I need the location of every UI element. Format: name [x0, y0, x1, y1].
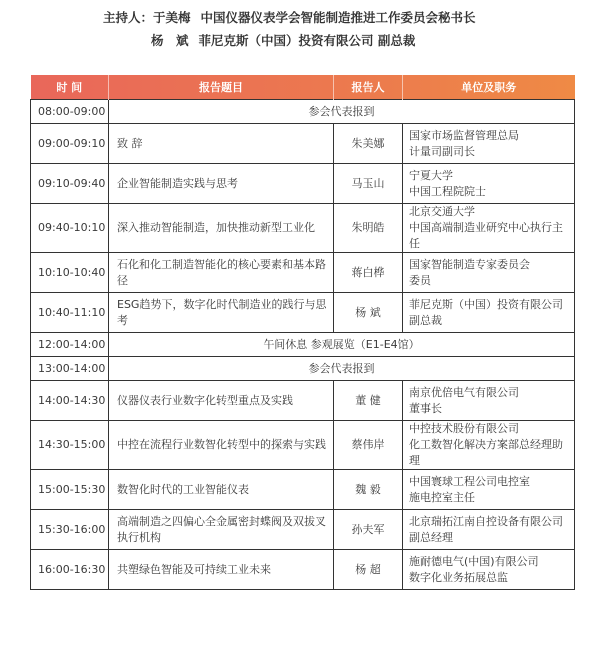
org-line: 施电控室主任 — [409, 490, 475, 504]
time-cell: 09:40-10:10 — [31, 204, 109, 253]
speaker-cell: 蔡伟岸 — [334, 421, 403, 470]
time-cell: 12:00-14:00 — [31, 333, 109, 357]
speaker-cell: 孙夫军 — [334, 510, 403, 550]
org-line: 中国工程院院士 — [409, 184, 486, 198]
org-line: 副总经理 — [409, 530, 453, 544]
speaker-cell: 朱明皓 — [334, 204, 403, 253]
topic-cell: 中控在流程行业数智化转型中的探索与实践 — [109, 421, 334, 470]
topic-cell: 数智化时代的工业智能仪表 — [109, 470, 334, 510]
table-row — [31, 357, 575, 381]
org-line: 计量司副司长 — [409, 144, 475, 158]
topic-cell: ESG趋势下，数字化时代制造业的践行与思考 — [109, 293, 334, 333]
table-row — [31, 164, 575, 204]
time-cell: 13:00-14:00 — [31, 357, 109, 381]
org-line: 数字化业务拓展总监 — [409, 570, 508, 584]
org-line: 中国高端制造业研究中心执行主任 — [409, 221, 563, 250]
org-cell — [403, 124, 575, 164]
table-row — [31, 293, 575, 333]
org-line: 董事长 — [409, 401, 442, 415]
time-cell: 15:00-15:30 — [31, 470, 109, 510]
time-cell: 15:30-16:00 — [31, 510, 109, 550]
header-topic: 报告题目 — [109, 75, 334, 100]
speaker-cell: 朱美娜 — [334, 124, 403, 164]
host-title: 中国仪器仪表学会智能制造推进工作委员会秘书长 — [200, 10, 476, 25]
topic-cell: 仪器仪表行业数字化转型重点及实践 — [109, 381, 334, 421]
session-note-cell: 参会代表报到 — [109, 100, 575, 124]
table-header-row — [31, 75, 575, 100]
org-line: 施耐德电气(中国)有限公司 — [409, 554, 539, 568]
host-line-2 — [151, 31, 415, 49]
table-row — [31, 253, 575, 293]
session-note-cell: 参会代表报到 — [109, 357, 575, 381]
org-cell — [403, 293, 575, 333]
time-cell: 14:30-15:00 — [31, 421, 109, 470]
host-title: 菲尼克斯（中国）投资有限公司 副总裁 — [198, 33, 416, 48]
hosts-section — [0, 0, 609, 70]
table-row — [31, 510, 575, 550]
host-name: 杨 斌 — [151, 33, 189, 48]
agenda-table — [30, 75, 575, 590]
speaker-cell: 董 健 — [334, 381, 403, 421]
table-row — [31, 124, 575, 164]
speaker-cell: 杨 超 — [334, 550, 403, 590]
topic-cell: 致 辞 — [109, 124, 334, 164]
table-row — [31, 204, 575, 253]
table-row — [31, 470, 575, 510]
org-line: 南京优倍电气有限公司 — [409, 385, 519, 399]
time-cell: 14:00-14:30 — [31, 381, 109, 421]
org-line: 宁夏大学 — [409, 168, 453, 182]
topic-cell: 深入推动智能制造，加快推动新型工业化 — [109, 204, 334, 253]
host-label: 主持人： — [103, 10, 154, 25]
header-speaker: 报告人 — [334, 75, 403, 100]
table-row — [31, 550, 575, 590]
session-note-cell: 午间休息 参观展览（E1-E4馆） — [109, 333, 575, 357]
org-cell — [403, 510, 575, 550]
time-cell: 10:40-11:10 — [31, 293, 109, 333]
org-line: 委员 — [409, 273, 431, 287]
org-line: 国家市场监督管理总局 — [409, 128, 519, 142]
table-row — [31, 100, 575, 124]
org-cell — [403, 164, 575, 204]
org-cell — [403, 470, 575, 510]
topic-cell: 高端制造之四偏心全金属密封蝶阀及双拔叉执行机构 — [109, 510, 334, 550]
org-line: 中控技术股份有限公司 — [409, 422, 519, 435]
org-cell — [403, 204, 575, 253]
org-line: 中国寰球工程公司电控室 — [409, 474, 530, 488]
topic-cell: 企业智能制造实践与思考 — [109, 164, 334, 204]
time-cell: 16:00-16:30 — [31, 550, 109, 590]
host-name: 于美梅 — [153, 10, 191, 25]
time-cell: 09:00-09:10 — [31, 124, 109, 164]
speaker-cell: 杨 斌 — [334, 293, 403, 333]
topic-cell: 石化和化工制造智能化的核心要素和基本路径 — [109, 253, 334, 293]
org-line: 北京瑞拓江南自控设备有限公司 — [409, 514, 563, 528]
org-line: 菲尼克斯（中国）投资有限公司 — [409, 297, 563, 311]
org-line: 北京交通大学 — [409, 205, 475, 218]
table-row — [31, 421, 575, 470]
org-line: 副总裁 — [409, 313, 442, 327]
time-cell: 09:10-09:40 — [31, 164, 109, 204]
speaker-cell: 马玉山 — [334, 164, 403, 204]
table-row — [31, 381, 575, 421]
topic-cell: 共塑绿色智能及可持续工业未来 — [109, 550, 334, 590]
speaker-cell: 魏 毅 — [334, 470, 403, 510]
org-cell — [403, 550, 575, 590]
org-cell — [403, 253, 575, 293]
agenda-body — [31, 100, 575, 590]
time-cell: 08:00-09:00 — [31, 100, 109, 124]
host-line-1 — [103, 8, 476, 26]
org-cell — [403, 421, 575, 470]
org-cell — [403, 381, 575, 421]
header-org: 单位及职务 — [461, 81, 517, 94]
org-line: 国家智能制造专家委员会 — [409, 257, 530, 271]
speaker-cell: 蒋白桦 — [334, 253, 403, 293]
table-row — [31, 333, 575, 357]
header-time: 时 间 — [31, 75, 109, 100]
time-cell: 10:10-10:40 — [31, 253, 109, 293]
org-line: 化工数智化解决方案部总经理助理 — [409, 438, 563, 467]
